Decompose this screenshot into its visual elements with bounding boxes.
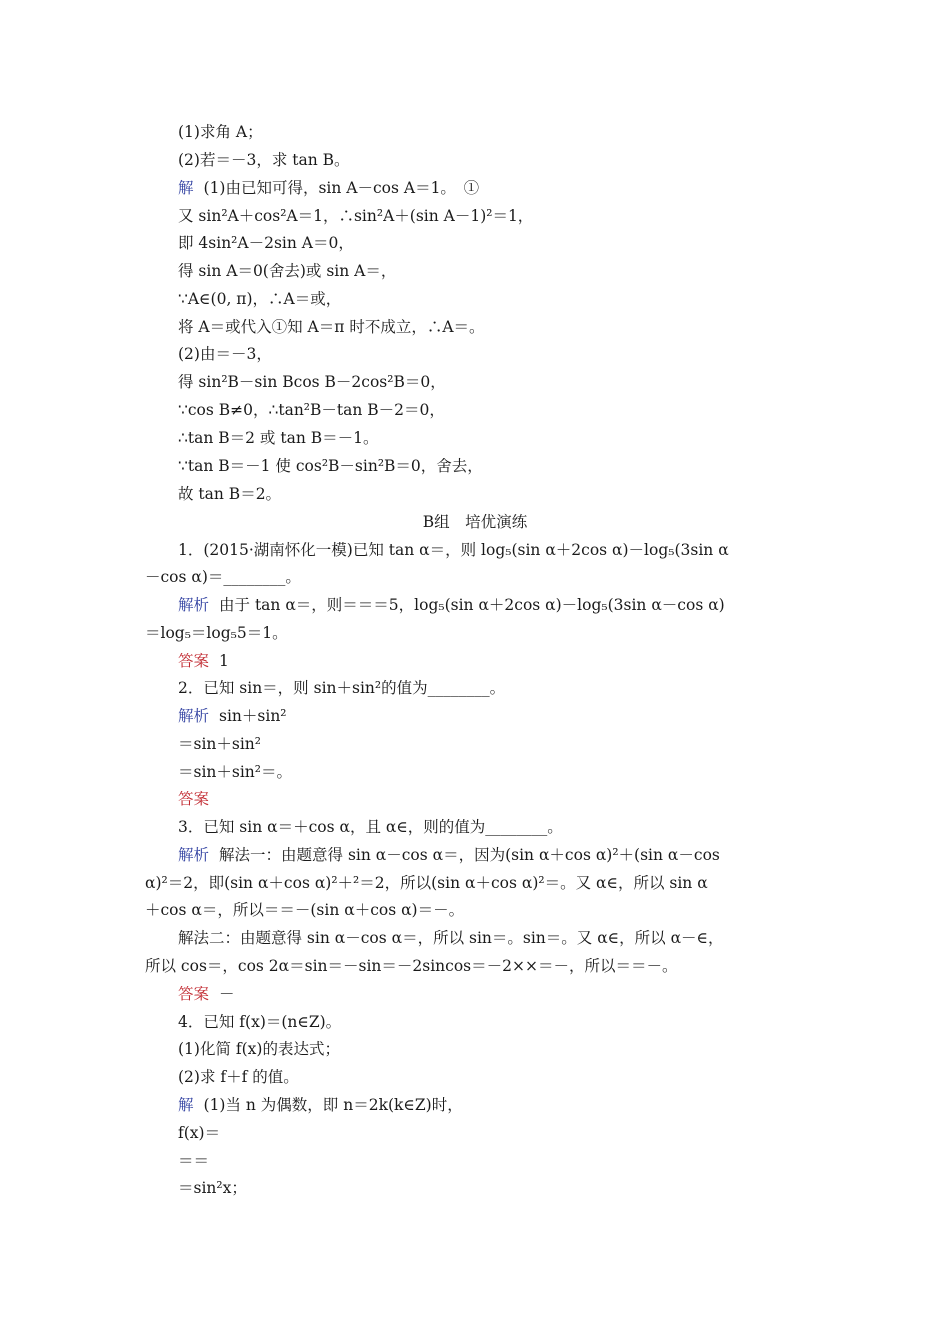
solution-line: ∵tan B＝－1 使 cos²B－sin²B＝0，舍去， bbox=[178, 457, 483, 475]
subquestion-1: (1)化简 f(x)的表达式； bbox=[178, 1040, 340, 1058]
subquestion-2: (2)求 f＋f 的值。 bbox=[178, 1068, 299, 1086]
solution-line: ∴tan B＝2 或 tan B＝－1。 bbox=[178, 429, 379, 447]
analysis-label: 解析 bbox=[178, 596, 210, 614]
solution-line: ＝＝ bbox=[178, 1152, 210, 1170]
analysis-label: 解析 bbox=[178, 846, 210, 864]
analysis-line: ＝sin＋sin²＝。 bbox=[178, 763, 293, 781]
answer-line bbox=[178, 787, 810, 811]
answer-line: 答案 － bbox=[178, 985, 235, 1003]
subquestion-2: (2)若＝－3，求 tan B。 bbox=[178, 151, 350, 169]
analysis-line: 解法二：由题意得 sin α－cos α＝，所以 sin＝。sin＝。又 α∈，所以 α－∈， bbox=[178, 929, 724, 947]
solution-line: ∵cos B≠0，∴tan²B－tan B－2＝0， bbox=[178, 401, 445, 419]
analysis-line: ＋cos α＝，所以＝＝－(sin α＋cos α)＝－。 bbox=[145, 901, 465, 919]
solution-label: 解 bbox=[178, 179, 194, 197]
solution-line: ＝sin²x； bbox=[178, 1179, 247, 1197]
answer-label: 答案 bbox=[178, 652, 210, 670]
solution-line: 故 tan B＝2。 bbox=[178, 485, 282, 503]
analysis-label: 解析 bbox=[178, 707, 210, 725]
answer-label: 答案 bbox=[178, 790, 210, 808]
solution-line: 得 sin A＝0(舍去)或 sin A＝， bbox=[178, 262, 397, 280]
analysis-line: ＝sin＋sin² bbox=[178, 735, 262, 753]
solution-line: 得 sin²B－sin Bcos B－2cos²B＝0， bbox=[178, 373, 446, 391]
section-heading: B组 培优演练 bbox=[422, 513, 528, 531]
analysis-line: 解析 sin＋sin² bbox=[178, 707, 287, 725]
question-1-cont: －cos α)＝________。 bbox=[145, 568, 301, 586]
question-3: 3．已知 sin α＝＋cos α，且 α∈，则的值为________。 bbox=[178, 818, 563, 836]
question-4: 4．已知 f(x)＝(n∈Z)。 bbox=[178, 1013, 342, 1031]
answer-label: 答案 bbox=[178, 985, 210, 1003]
analysis-line: α)²＝2，即(sin α＋cos α)²＋²＝2，所以(sin α＋cos α)²＝。又 α∈，所以 sin α bbox=[145, 874, 708, 892]
answer-line: 答案 1 bbox=[178, 652, 229, 670]
analysis-line: ＝log₅＝log₅5＝1。 bbox=[145, 624, 288, 642]
subquestion-1: (1)求角 A； bbox=[178, 123, 263, 141]
solution-line: ∵A∈(0, π)，∴A＝或， bbox=[178, 290, 342, 308]
question-1: 1．(2015·湖南怀化一模)已知 tan α＝，则 log₅(sin α＋2cos α)－log₅(3sin α bbox=[178, 541, 729, 559]
solution-line: 解 (1)由已知可得，sin A－cos A＝1。 ① bbox=[178, 179, 480, 197]
solution-line: (2)由＝－3， bbox=[178, 345, 272, 363]
solution-label: 解 bbox=[178, 1096, 194, 1114]
solution-line: 又 sin²A＋cos²A＝1，∴sin²A＋(sin A－1)²＝1， bbox=[178, 207, 534, 225]
solution-line: 即 4sin²A－2sin A＝0， bbox=[178, 234, 354, 252]
solution-line: f(x)＝ bbox=[178, 1124, 221, 1142]
analysis-line: 解析 解法一：由题意得 sin α－cos α＝，因为(sin α＋cos α)²＋(sin α－cos bbox=[178, 846, 720, 864]
solution-line: 将 A＝或代入①知 A＝π 时不成立，∴A＝。 bbox=[178, 318, 485, 336]
analysis-line: 解析 由于 tan α＝，则＝＝＝5，log₅(sin α＋2cos α)－log₅(3sin α－cos α) bbox=[178, 596, 725, 614]
analysis-line: 所以 cos＝，cos 2α＝sin＝－sin＝－2sincos＝－2××＝－，所以＝＝－。 bbox=[145, 957, 678, 975]
solution-line: 解 (1)当 n 为偶数，即 n＝2k(k∈Z)时， bbox=[178, 1096, 463, 1114]
question-2: 2．已知 sin＝，则 sin＋sin²的值为________。 bbox=[178, 679, 506, 697]
